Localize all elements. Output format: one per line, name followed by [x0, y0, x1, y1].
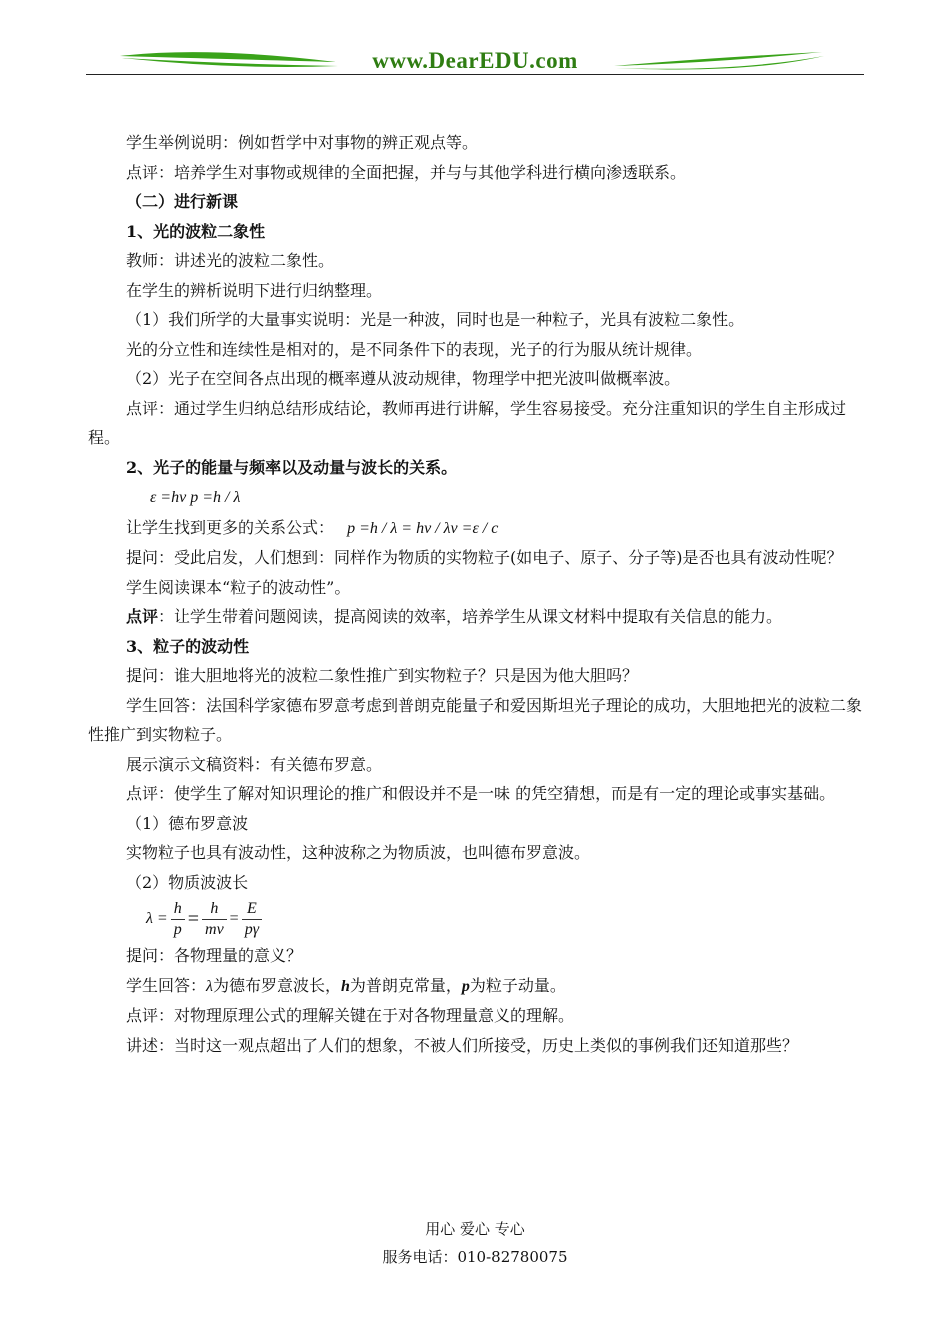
paragraph: 光的分立性和连续性是相对的，是不同条件下的表现，光子的行为服从统计规律。 [126, 339, 703, 359]
answer-text: 为普朗克常量， [349, 975, 462, 995]
answer-prefix: 学生回答： [126, 975, 207, 995]
paragraph [88, 513, 864, 544]
paragraph: 学生回答：法国科学家德布罗意考虑到普朗克能量子和爱因斯坦光子理论的成功，大胆地把光的波粒二象性推广到实物粒子。 [88, 695, 863, 744]
subsection-heading: 3、粒子的波动性 [126, 636, 250, 656]
footer-slogan: 用心 爱心 专心 [425, 1220, 525, 1238]
answer-text: 为粒子动量。 [469, 975, 566, 995]
paragraph: （2）物质波波长 [126, 872, 249, 892]
formula-energy-momentum [88, 482, 864, 513]
numerator: h [171, 899, 185, 920]
paragraph: 在学生的辨析说明下进行归纳整理。 [126, 280, 383, 300]
footer-phone: 服务电话：010-82780075 [382, 1248, 568, 1266]
symbol-h: h [340, 977, 350, 995]
paragraph: 提问：谁大胆地将光的波粒二象性推广到实物粒子？只是因为他大胆吗？ [126, 666, 639, 685]
header-divider [86, 74, 864, 75]
paragraph: 实物粒子也具有波动性，这种波称之为物质波，也叫德布罗意波。 [126, 843, 591, 862]
section-heading: （二）进行新课 [126, 192, 239, 211]
answer-text: 为德布罗意波长， [212, 975, 341, 995]
comment-text: ：让学生带着问题阅读，提高阅读的效率，培养学生从课文材料中提取有关信息的能力。 [158, 607, 783, 626]
equals-sign: = [229, 910, 239, 927]
formula-intro: 让学生找到更多的关系公式： [126, 517, 335, 537]
paragraph: 点评：使学生了解对知识理论的推广和假设并不是一味 的凭空猜想，而是有一定的理论或事实基础。 [126, 784, 836, 803]
paragraph: （1）德布罗意波 [126, 813, 249, 833]
paragraph: （1）我们所学的大量事实说明：光是一种波，同时也是一种粒子，光具有波粒二象性。 [126, 310, 745, 329]
symbol-lambda: λ [206, 977, 213, 995]
numerator: h [202, 899, 227, 920]
site-name: www.DearEDU.com [372, 48, 578, 73]
denominator: pγ [244, 920, 260, 938]
paragraph: 提问：受此启发，人们想到：同样作为物质的实物粒子(如电子、原子、分子等)是否也具有波动性呢？ [126, 548, 843, 567]
paragraph: （2）光子在空间各点出现的概率遵从波动规律，物理学中把光波叫做概率波。 [126, 369, 681, 388]
paragraph: 点评：通过学生归纳总结形成结论，教师再进行讲解，学生容易接受。充分注重知识的学生自主形成过程。 [88, 398, 847, 447]
paragraph: 提问：各物理量的意义？ [126, 946, 303, 965]
numerator: E [242, 899, 262, 920]
formula-text: p =h / λ = hν / λν =ε / c [347, 519, 499, 537]
denominator: p [173, 920, 182, 938]
paragraph: 学生阅读课本“粒子的波动性”。 [126, 577, 351, 597]
fraction [171, 899, 185, 940]
fraction [202, 899, 227, 940]
paragraph: 讲述：当时这一观点超出了人们的想象，不被人们所接受，历史上类似的事例我们还知道那些？ [126, 1035, 799, 1055]
paragraph: 展示演示文稿资料：有关德布罗意。 [126, 754, 383, 774]
denominator: mv [205, 920, 224, 938]
paragraph: 学生举例说明：例如哲学中对事物的辨正观点等。 [126, 133, 479, 152]
formula-text: ε =hν p =h / λ [150, 489, 241, 506]
paragraph: 点评：培养学生对事物或规律的全面把握，并与与其他学科进行横向渗透联系。 [126, 162, 687, 182]
subsection-heading: 1、光的波粒二象性 [126, 221, 266, 241]
equals-sign: = [187, 907, 200, 930]
formula-de-broglie [88, 897, 864, 941]
paragraph: 点评：对物理原理公式的理解关键在于对各物理量意义的理解。 [126, 1006, 575, 1025]
paragraph: 教师：讲述光的波粒二象性。 [126, 251, 335, 270]
comment-label: 点评 [126, 607, 159, 626]
fraction [242, 899, 262, 940]
formula-lhs: λ = [146, 910, 168, 927]
paragraph [88, 971, 864, 1002]
paragraph [88, 602, 864, 632]
symbol-p: p [461, 977, 470, 995]
document-body [88, 128, 864, 1060]
subsection-heading: 2、光子的能量与频率以及动量与波长的关系。 [126, 457, 458, 477]
